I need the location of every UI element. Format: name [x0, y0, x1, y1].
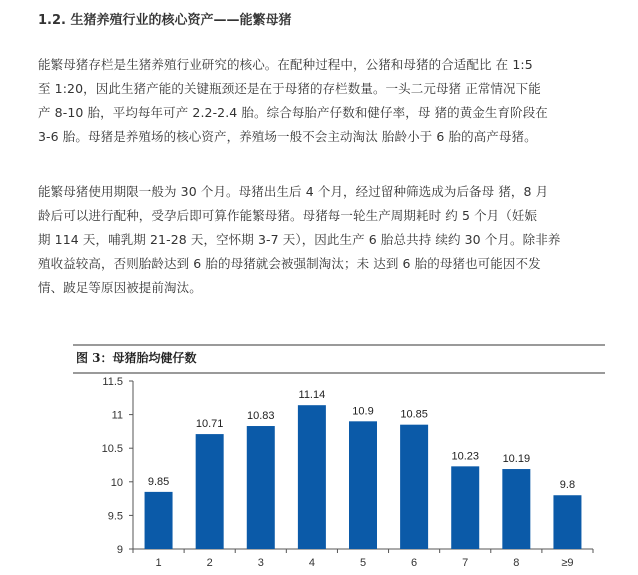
bar-chart [73, 374, 605, 574]
bar-value-label: 10.23 [451, 450, 479, 463]
x-tick-label: 1 [155, 557, 162, 569]
bar [502, 469, 530, 549]
bar-value-label: 9.8 [559, 479, 576, 492]
bar [400, 425, 428, 549]
paragraph-line: 殖收益较高，否则胎龄达到 6 胎的母猪就会被强制淘汰；未 达到 6 胎的母猪也可能因不发 [38, 256, 541, 271]
figure-title: 图 3：母猪胎均健仔数 [76, 351, 197, 365]
bar-value-label: 11.14 [298, 389, 326, 402]
x-axis [133, 549, 593, 569]
bar-value-label: 10.71 [195, 418, 224, 431]
paragraph-line: 能繁母猪使用期限一般为 30 个月。母猪出生后 4 个月，经过留种筛选成为后备母 猪，8 月 [38, 184, 549, 199]
paragraph-line: 3-6 胎。母猪是养殖场的核心资产，养殖场一般不会主动淘汰 胎龄小于 6 胎的高产母猪。 [38, 129, 537, 144]
bar [349, 421, 377, 549]
y-tick-label: 10.5 [101, 443, 123, 456]
x-tick-label: 3 [257, 557, 264, 569]
y-tick-label: 9 [116, 544, 123, 556]
bar [451, 466, 479, 549]
x-tick-label: 4 [308, 557, 315, 569]
y-tick-label: 10 [110, 476, 123, 489]
x-tick-label: 5 [359, 557, 367, 569]
x-tick-label: 6 [411, 557, 418, 569]
section-title: 1.2. 生猪养殖行业的核心资产——能繁母猪 [38, 13, 292, 28]
paragraph-line: 能繁母猪存栏是生猪养殖行业研究的核心。在配种过程中，公猪和母猪的合适配比 在 1:5 [38, 57, 533, 72]
bar [145, 492, 173, 549]
paragraph-sow-inventory [38, 53, 616, 149]
y-tick-label: 11.5 [102, 376, 123, 388]
bar-value-label: 10.19 [502, 453, 531, 466]
bar [196, 434, 224, 549]
x-tick-label: 2 [206, 557, 213, 569]
paragraph-line: 至 1:20，因此生猪产能的关键瓶颈还是在于母猪的存栏数量。一头二元母猪 正常情况下能 [38, 81, 541, 96]
paragraph-line: 龄后可以进行配种，受孕后即可算作能繁母猪。母猪每一轮生产周期耗时 约 5 个月（妊娠 [38, 208, 538, 223]
bar [298, 405, 326, 549]
x-tick-label: 7 [462, 557, 469, 569]
paragraph-line: 产 8-10 胎，平均每年可产 2.2-2.4 胎。综合每胎产仔数和健仔率，母 猪的黄金生育阶段在 [38, 105, 548, 120]
x-tick-label: 8 [513, 557, 520, 569]
bar-value-label: 10.83 [247, 410, 275, 423]
x-tick-label: ≥9 [561, 557, 574, 569]
bar-value-label: 10.85 [400, 408, 428, 421]
bar [553, 495, 581, 549]
y-axis [102, 376, 133, 556]
paragraph-sow-lifespan [38, 180, 616, 300]
paragraph-line: 情、跛足等原因被提前淘汰。 [38, 280, 202, 295]
figure-top-rule [73, 344, 605, 346]
bar [247, 426, 275, 549]
bar-value-label: 10.9 [352, 405, 374, 418]
y-tick-label: 9.5 [107, 510, 123, 523]
paragraph-line: 期 114 天，哺乳期 21-28 天，空怀期 3-7 天），因此生产 6 胎总共持 续约 30 个月。除非养 [38, 232, 561, 247]
bar-value-label: 9.85 [147, 475, 170, 488]
y-tick-label: 11 [111, 409, 123, 422]
